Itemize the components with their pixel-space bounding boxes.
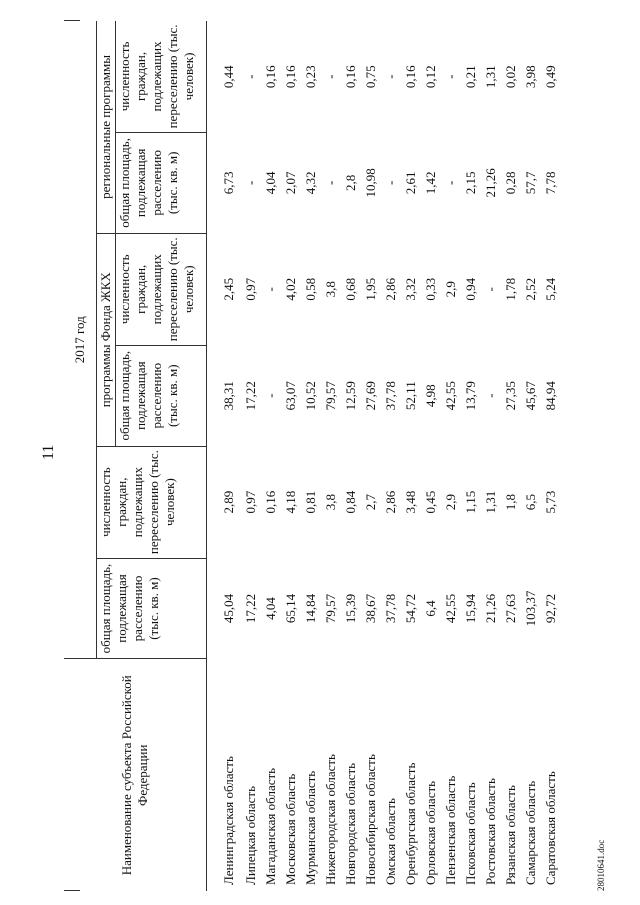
region-name-cell: Пензенская область [443,775,458,885]
fund-people-cell: 3,32 [403,277,418,301]
reg-people-cell: 0,21 [463,65,478,89]
region-name-cell: Новгородская область [343,762,358,885]
fund-people-cell: - [483,287,498,292]
total-area-cell: 79,57 [323,593,338,624]
reg-people-cell: 0,02 [503,65,518,89]
region-name-cell: Саратовская область [543,771,558,885]
fund-area-cell: - [263,393,278,398]
fund-area-cell: 17,22 [243,381,258,411]
total-people-cell: 2,89 [221,490,236,514]
total-people-header: численность граждан, подлежащих переселению (тыс. человек) [97,446,207,558]
fund-people-cell: 0,58 [303,277,318,301]
table-row [461,21,481,891]
total-area-cell: 103,37 [523,590,538,627]
table-row [521,21,541,891]
fund-people-cell: - [263,287,278,292]
total-area-cell: 65,14 [283,593,298,624]
reg-people-cell: - [243,74,258,79]
total-area-cell: 4,04 [263,597,278,620]
region-name-cell: Ростовская область [483,778,498,885]
fund-people-cell: 0,94 [463,277,478,301]
total-people-cell: 5,73 [543,490,558,514]
table-row [501,21,521,891]
region-name-cell: Самарская область [523,780,538,885]
total-people-cell: 2,86 [383,490,398,514]
page-number: 11 [40,444,57,460]
regional-area-header: общая площадь, подлежащая расселению (тыс. кв. м) [116,132,207,233]
total-area-cell: 42,55 [443,593,458,624]
table-row [321,21,341,891]
year-header: 2017 год [64,21,97,659]
fund-people-cell: 2,52 [523,277,538,301]
reg-people-cell: 0,16 [283,65,298,89]
total-people-cell: 0,45 [423,490,438,514]
fund-people-cell: 0,68 [343,277,358,301]
reg-people-cell: 0,23 [303,65,318,89]
reg-area-cell: - [323,180,338,186]
table-row [261,21,281,891]
total-area-cell: 14,84 [303,593,318,624]
reg-people-cell: 0,49 [543,65,558,89]
total-people-cell: 0,81 [303,490,318,514]
fund-people-cell: 2,45 [221,277,236,301]
reg-area-cell: - [243,180,258,186]
total-area-cell: 21,26 [483,593,498,624]
region-name-cell: Магаданская область [263,767,278,885]
fund-people-cell: 5,24 [543,277,558,301]
regional-programs-header: региональные программы [97,21,116,233]
region-name-cell: Псковская область [463,782,478,885]
region-name-cell: Омская область [383,798,398,885]
reg-area-cell: 2,61 [403,171,418,195]
region-name-cell: Рязанская область [503,785,518,885]
fund-people-cell: 3,8 [323,281,338,298]
reg-people-cell: 0,12 [423,65,438,89]
total-area-cell: 38,67 [363,593,378,624]
table-row [281,21,301,891]
table-row [481,21,501,891]
fund-area-cell: 42,55 [443,381,458,411]
reg-people-cell: 1,31 [483,65,498,89]
fund-programs-header: программы Фонда ЖКХ [97,233,116,446]
region-name-cell: Ленинградская область [221,756,236,885]
region-column-header: Наименование субъекта Российской Федерации [64,659,207,891]
reg-area-cell: 0,28 [503,171,518,195]
fund-people-cell: 1,78 [503,277,518,301]
reg-people-cell: 0,16 [403,65,418,89]
reg-people-cell: 0,75 [363,65,378,89]
region-name-cell: Нижегородская область [323,754,338,885]
fund-area-cell: 52,11 [403,381,418,411]
total-people-cell: 0,16 [263,490,278,514]
fund-people-header: численность граждан, подлежащих переселению (тыс. человек) [116,233,207,345]
fund-area-cell: 79,57 [323,381,338,411]
fund-people-cell: 0,97 [243,277,258,301]
total-area-header: общая площадь, подлежащая расселению (тыс. кв. м) [97,558,207,659]
fund-people-cell: 1,95 [363,277,378,301]
total-area-cell: 54,72 [403,593,418,624]
reg-area-cell: 6,73 [221,171,236,195]
fund-area-cell: 37,78 [383,381,398,411]
fund-area-cell: 84,94 [543,381,558,411]
total-area-cell: 17,22 [243,593,258,624]
total-people-cell: 4,18 [283,490,298,514]
table-row [361,21,381,891]
total-area-cell: 45,04 [221,593,236,624]
table-row [241,21,261,891]
total-area-cell: 27,63 [503,593,518,624]
region-name-cell: Орловская область [423,780,438,885]
table-body [207,21,562,891]
reg-area-cell: - [383,180,398,186]
reg-people-cell: 0,44 [221,65,236,89]
total-people-cell: 2,9 [443,493,458,511]
reg-people-cell: 0,16 [343,65,358,89]
fund-area-cell: - [483,393,498,398]
region-name-cell: Московская область [283,773,298,885]
region-name-cell: Липецкая область [243,785,258,885]
total-people-cell: 1,15 [463,490,478,514]
total-area-cell: 6,4 [423,600,438,617]
total-people-cell: 3,8 [323,493,338,511]
total-people-cell: 2,7 [363,493,378,511]
table-row [421,21,441,891]
table-row [207,21,242,891]
fund-area-cell: 4,98 [423,384,438,408]
region-name-cell: Мурманская область [303,770,318,885]
reg-area-cell: 2,8 [343,174,358,191]
reg-area-cell: 2,07 [283,171,298,195]
table-row [301,21,321,891]
table-row [381,21,401,891]
table-row [341,21,361,891]
reg-area-cell: 7,78 [543,171,558,195]
reg-people-cell: 0,16 [263,65,278,89]
reg-people-cell: - [323,74,338,79]
reg-area-cell: 2,15 [463,171,478,195]
reg-area-cell: 57,7 [523,171,538,195]
total-people-cell: 6,5 [523,493,538,511]
reg-people-cell: - [383,74,398,79]
resettlement-table [64,21,561,891]
table-row [541,21,561,891]
total-area-cell: 15,94 [463,593,478,624]
table-row [401,21,421,891]
reg-area-cell: 4,32 [303,171,318,195]
fund-people-cell: 2,86 [383,277,398,301]
total-people-cell: 0,97 [243,490,258,514]
total-people-cell: 0,84 [343,490,358,514]
fund-area-cell: 10,52 [303,381,318,411]
fund-people-cell: 0,33 [423,277,438,301]
fund-people-cell: 4,02 [283,277,298,301]
fund-area-cell: 38,31 [221,381,236,411]
fund-area-cell: 27,69 [363,381,378,411]
fund-area-cell: 13,79 [463,381,478,411]
reg-area-cell: 10,98 [363,168,378,198]
total-people-cell: 3,48 [403,490,418,514]
fund-people-cell: 2,9 [443,281,458,298]
fund-area-cell: 45,67 [523,381,538,411]
total-people-cell: 1,31 [483,490,498,514]
reg-area-cell: 21,26 [483,168,498,198]
reg-people-cell: - [443,74,458,79]
fund-area-cell: 12,59 [343,381,358,411]
doc-id: 28010641.doc [596,839,606,891]
reg-area-cell: 4,04 [263,171,278,195]
region-name-cell: Оренбургская область [403,762,418,885]
total-people-cell: 1,8 [503,493,518,511]
total-area-cell: 37,78 [383,593,398,624]
fund-area-header: общая площадь, подлежащая расселению (тыс. кв. м) [116,345,207,446]
total-area-cell: 92,72 [543,593,558,624]
reg-area-cell: - [443,180,458,186]
table-row [441,21,461,891]
fund-area-cell: 63,07 [283,381,298,411]
reg-area-cell: 1,42 [423,171,438,195]
fund-area-cell: 27,35 [503,381,518,411]
total-area-cell: 15,39 [343,593,358,624]
reg-people-cell: 3,98 [523,65,538,89]
region-name-cell: Новосибирская область [363,754,378,885]
regional-people-header: численность граждан, подлежащих переселению (тыс. человек) [116,21,207,132]
